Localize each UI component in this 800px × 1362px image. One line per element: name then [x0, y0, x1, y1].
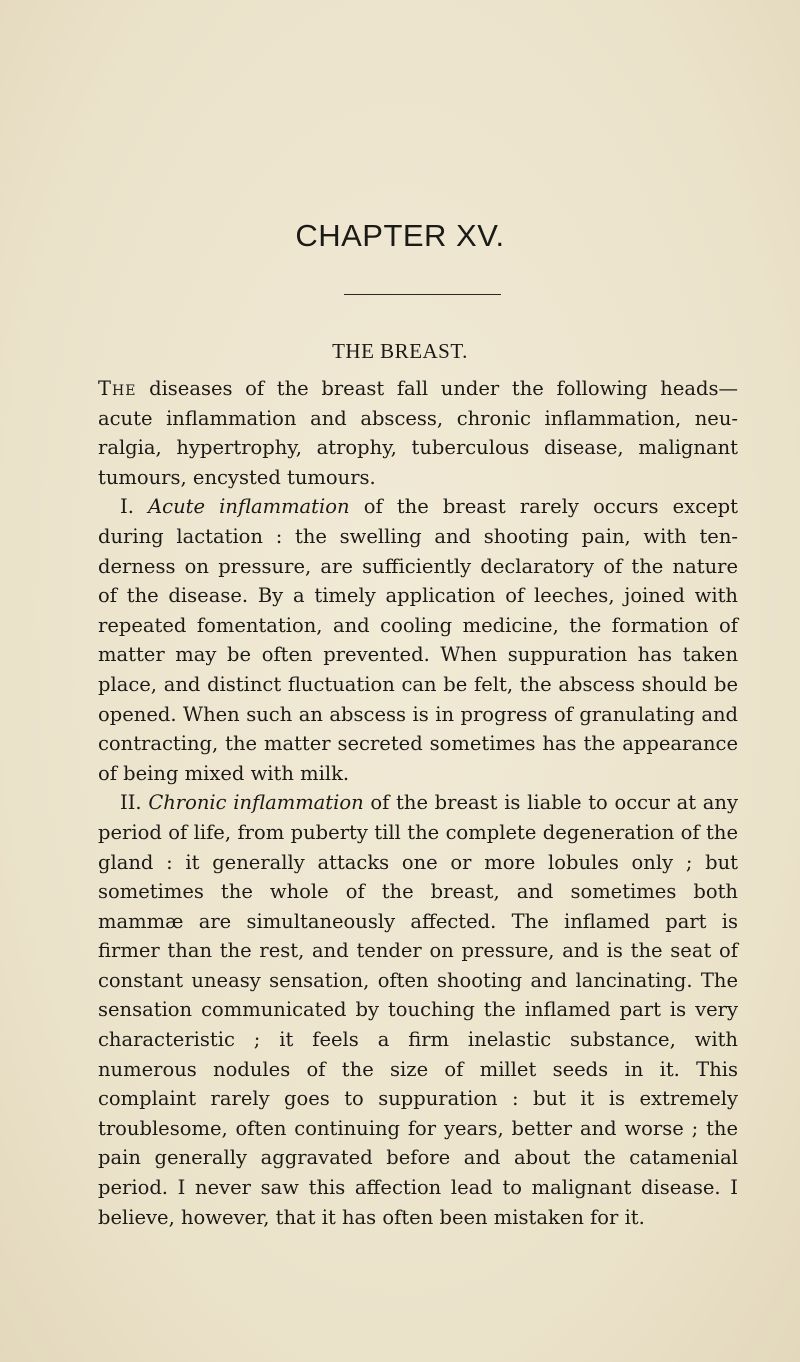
body-text [98, 374, 738, 1232]
title-divider-rule [344, 294, 501, 295]
paragraph-text: of the breast rarely occurs except during lactation : the swelling and shooting pain, with tenderness on pressure, are sufficiently declaratory of the nature of the disease. By a timely application of leeches, joined with repeated fomentation, and cooling medicine, the formation of matter may be often prevented. When suppuration has taken place, and distinct fluctuation can be felt, the abscess should be opened. When such an abscess is in progress of granulating and contracting, the matter secreted sometimes has the appearance of being mixed with milk. [98, 495, 739, 785]
paragraph-text: of the breast is liable to occur at any period of life, from puberty till the complete degeneration of the gland : it generally attacks one or more lobules only ; but sometimes the whole of the breast, and sometimes both mammæ are simultaneously affected. The inflamed part is firmer than the rest, and tender on pressure, and is the seat of constant uneasy sensation, often shooting and lancinating. The sensation communicated by touching the inflamed part is very characteristic ; it feels a firm inelastic substance, with numerous nodules of the size of millet seeds in it. This complaint rarely goes to suppuration : but it is extremely troublesome, often continuing for years, better and worse ; the pain generally aggravated before and about the catamenial period. I never saw this affection lead to malignant disease. I believe, however, that it has often been mistaken for it. [98, 791, 738, 1229]
paragraph-heading: Acute inflammation [148, 495, 350, 519]
paragraph-acute-inflammation [98, 492, 738, 788]
paragraph-numeral: I. [120, 495, 149, 519]
paragraph-numeral: II. [120, 791, 149, 815]
paragraph-intro [98, 374, 738, 492]
paragraph-chronic-inflammation [98, 788, 738, 1232]
section-title: THE BREAST. [332, 339, 468, 363]
paragraph-text: diseases of the breast fall under the following heads— acute inflammation and abscess, chronic inflammation, neuralgia, hypertrophy, atrophy, tuberculous disease, malignant tumours, encysted tumours. [98, 377, 738, 489]
chapter-title: CHAPTER XV. [295, 218, 505, 253]
paragraph-lead-word: The [98, 377, 137, 400]
paragraph-heading: Chronic inflammation [148, 791, 364, 815]
